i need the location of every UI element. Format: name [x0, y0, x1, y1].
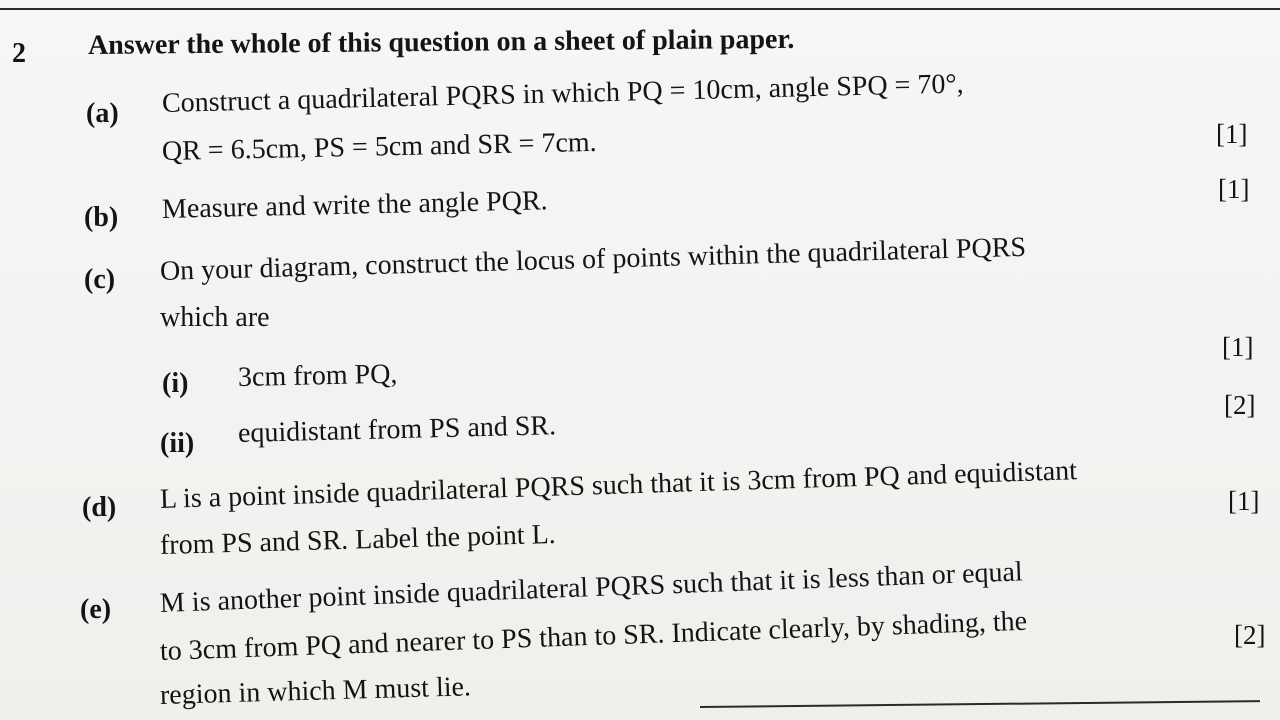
part-b-line1: Measure and write the angle PQR. [161, 185, 548, 225]
part-c-ii-marks: [2] [1224, 390, 1256, 420]
part-a-line1: Construct a quadrilateral PQRS in which PQ = 10cm, angle SPQ = 70°, [161, 68, 964, 119]
part-a-marks: [1] [1216, 119, 1248, 149]
part-c-ii-text: equidistant from PS and SR. [237, 410, 557, 449]
bottom-rule [700, 700, 1260, 708]
part-b-marks: [1] [1218, 174, 1250, 204]
part-d-marks: [1] [1228, 486, 1260, 516]
question-instruction: Answer the whole of this question on a sheet of plain paper. [87, 23, 795, 61]
top-rule [0, 8, 1280, 10]
part-c-i-marks: [1] [1222, 332, 1254, 362]
part-a-label: (a) [86, 98, 119, 129]
part-c-line2: which are [160, 302, 270, 333]
part-c-line1: On your diagram, construct the locus of points within the quadrilateral PQRS [159, 231, 1027, 287]
part-c-i-text: 3cm from PQ, [237, 358, 398, 393]
part-d-label: (d) [82, 492, 117, 523]
part-e-label: (e) [80, 594, 112, 625]
part-a-line2: QR = 6.5cm, PS = 5cm and SR = 7cm. [161, 126, 597, 167]
part-d-line1: L is a point inside quadrilateral PQRS such that it is 3cm from PQ and equidistant [159, 455, 1078, 515]
part-e-marks: [2] [1234, 620, 1266, 650]
part-b-label: (b) [84, 202, 119, 233]
part-e-line2: to 3cm from PQ and nearer to PS than to SR. Indicate clearly, by shading, the [159, 605, 1028, 667]
part-d-line2: from PS and SR. Label the point L. [159, 518, 557, 561]
part-c-label: (c) [84, 264, 116, 295]
part-e-line1: M is another point inside quadrilateral PQRS such that it is less than or equal [159, 556, 1024, 619]
part-c-i-label: (i) [162, 368, 189, 399]
part-e-line3: region in which M must lie. [159, 671, 472, 711]
part-c-ii-label: (ii) [160, 428, 195, 459]
question-number: 2 [12, 38, 26, 69]
